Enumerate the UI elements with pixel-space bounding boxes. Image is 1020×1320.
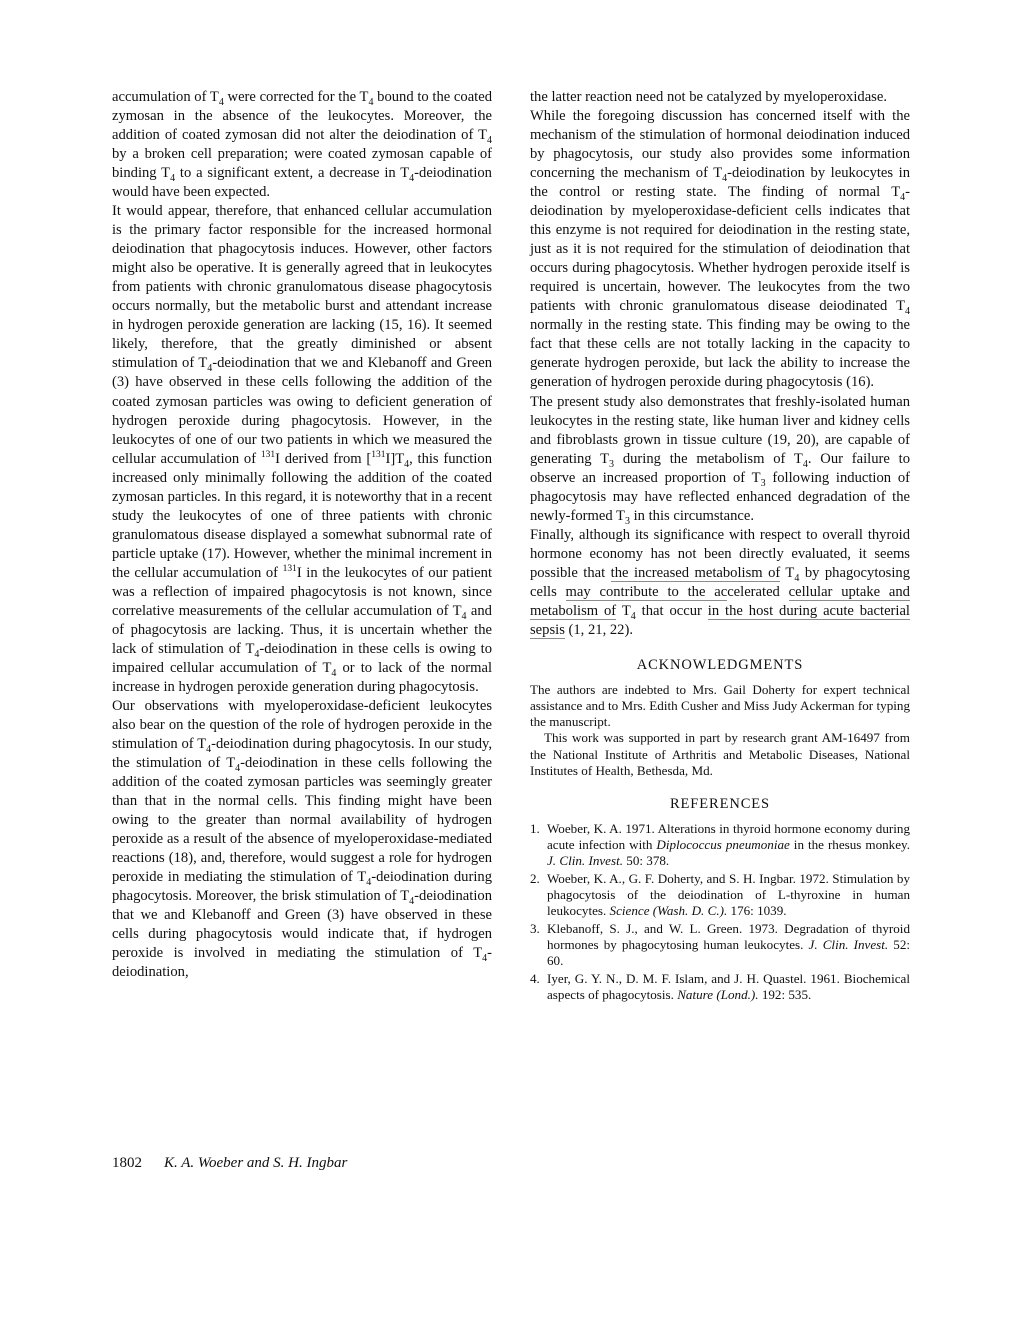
reference-item xyxy=(530,871,910,919)
acknowledgments-heading: ACKNOWLEDGMENTS xyxy=(636,656,804,673)
running-authors: K. A. Woeber and S. H. Ingbar xyxy=(164,1155,348,1171)
reference-number: 2. xyxy=(530,870,540,886)
references-heading: REFERENCES xyxy=(669,795,771,812)
reference-italic-journal: J. Clin. Invest. xyxy=(808,936,889,952)
acknowledgments-paragraph: The authors are indebted to Mrs. Gail Doherty for expert technical assistance and to Mrs. Edith Cusher and Miss Judy Ackerman for typing the manuscript. xyxy=(530,681,910,730)
left-column xyxy=(112,88,492,982)
paragraph: accumulation of $T_4$ were corrected for the $T_4$ bound to the coated zymosan in the absence of the leukocytes. Moreover, the addition of coated zymosan did not alter the deiodination of $T_4$ by a broken cell preparation; were coated zymosan capable of binding $T_4$ to a significant extent, a decrease in $T_4$-deiodination would have been expected. xyxy=(112,89,493,201)
paragraph: While the foregoing discussion has concerned itself with the mechanism of the stimulation of hormonal deiodination induced by phagocytosis, our study also provides some information concerning the mechanism of $T_4$-deiodination by leukocytes in the control or resting state. The finding of normal $T_4$-deiodination by myeloperoxidase-deficient cells indicates that this enzyme is not required for deiodination in the resting state, just as it is not required for the stimulation of deiodination that occurs during phagocytosis. Whether hydrogen peroxide itself is required is uncertain, however. The leukocytes from the two patients with chronic granulomatous disease deiodinated $T_4$ normally in the resting state. This finding may be owing to the fact that these cells are not totally lacking in the capacity to generate hydrogen peroxide, but lack the ability to increase the generation of hydrogen peroxide during phagocytosis (16). xyxy=(530,108,910,391)
reference-text: Iyer, G. Y. N., D. M. F. Islam, and J. H. Quastel. 1961. Biochemical aspects of phagocytosis. xyxy=(547,970,910,1002)
reference-text-mid: in the rhesus monkey. xyxy=(789,837,910,852)
reference-text-after: 176: 1039. xyxy=(730,903,787,919)
reference-text-after: 50: 378. xyxy=(623,853,670,869)
reference-number: 4. xyxy=(530,970,540,986)
paragraph: The present study also demonstrates that freshly-isolated human leukocytes in the resting state, like human liver and kidney cells and fibroblasts grown in tissue culture (19, 20), are capable of generating $T_3$ during the metabolism of $T_4$. Our failure to observe an increased proportion of $T_3$ following induction of phagocytosis may have reflected enhanced degradation of the newly-formed $T_3$ in this circumstance. xyxy=(530,393,910,527)
reference-item xyxy=(530,921,910,969)
paragraph: Finally, although its significance with respect to overall thyroid hormone economy has not been directly evaluated, it seems possible that the increased metabolism of $T_4$ by phagocytosing cells may contribute to the accelerated cellular uptake and metabolism of $T_4$ that occur in the host during acute bacterial sepsis (1, 21, 22). xyxy=(530,526,910,638)
page-number: 1802 xyxy=(112,1155,142,1171)
acknowledgments-body xyxy=(530,682,910,779)
reference-italic-journal: J. Clin. Invest. xyxy=(547,853,623,869)
reference-text: Klebanoff, S. J., and W. L. Green. 1973. Degradation of thyroid hormones by phagocytosing human leukocytes. xyxy=(547,920,910,952)
acknowledgments-paragraph: This work was supported in part by research grant AM-16497 from the National Institute of Arthritis and Metabolic Diseases, National Institutes of Health, Bethesda, Md. xyxy=(530,730,910,778)
reference-number: 3. xyxy=(530,920,540,936)
two-column-layout xyxy=(112,88,911,1005)
right-column xyxy=(530,88,910,1005)
reference-italic-journal: Nature (Lond.). xyxy=(677,986,759,1002)
reference-item xyxy=(530,971,910,1003)
paragraph: It would appear, therefore, that enhanced cellular accumulation is the primary factor responsible for the increased hormonal deiodination that phagocytosis induces. However, other factors might also be operative. It is generally agreed that in leukocytes from patients with chronic granulomatous disease phagocytosis occurs normally, but the metabolic burst and attendant increase in hydrogen peroxide generation are lacking (15, 16). It seemed likely, therefore, that the greatly diminished or absent stimulation of $T_4$-deiodination that we and Klebanoff and Green (3) have observed in these cells following the addition of the coated zymosan particles was owing to deficient generation of hydrogen peroxide during phagocytosis. However, in the leukocytes of one of our two patients in which we measured the cellular accumulation of $^{131}$I derived from $[^{131}I]T_4$, this function increased only minimally following the addition of the coated zymosan particles. In this regard, it is noteworthy that in a recent study the leukocytes of one of three patients with chronic granulomatous disease displayed a somewhat subnormal rate of particle uptake (17). However, whether the minimal increment in the cellular accumulation of $^{131}$I in the leukocytes of our patient was a reflection of impaired phagocytosis is not known, since correlative measurements of the cellular accumulation of $T_4$ and of phagocytosis are lacking. Thus, it is uncertain whether the lack of stimulation of $T_4$-deiodination in these cells is owing to impaired cellular accumulation of $T_4$ or to lack of the normal increase in hydrogen peroxide generation during phagocytosis. xyxy=(112,203,493,695)
reference-text-after: 192: 535. xyxy=(761,986,812,1002)
reference-number: 1. xyxy=(530,820,540,836)
reference-text: Woeber, K. A., G. F. Doherty, and S. H. Ingbar. 1972. Stimulation by phagocytosis of the deiodination of L-thyroxine in human leukocytes. xyxy=(547,870,910,919)
paragraph: Our observations with myeloperoxidase-deficient leukocytes also bear on the question of the role of hydrogen peroxide in the stimulation of $T_4$-deiodination during phagocytosis. In our study, the stimulation of $T_4$-deiodination in these cells following the addition of the coated zymosan particles was seemingly greater than that in the normal cells. This finding might have been owing to the greater than normal availability of hydrogen peroxide as a result of the absence of myeloperoxidase-mediated reactions (18), and, therefore, would suggest a role for hydrogen peroxide in mediating the stimulation of $T_4$-deiodination during phagocytosis. Moreover, the brisk stimulation of $T_4$-deiodination that we and Klebanoff and Green (3) have observed in these cells during phagocytosis would indicate that, if hydrogen peroxide is involved in mediating the stimulation of $T_4$-deiodination, xyxy=(112,698,492,981)
reference-italic-source: Diplococcus pneumoniae xyxy=(656,837,790,852)
reference-item xyxy=(530,821,910,869)
paragraph: the latter reaction need not be catalyzed by myeloperoxidase. xyxy=(530,89,887,105)
reference-text-after: 52: 60. xyxy=(547,936,911,969)
page-footer xyxy=(112,1155,347,1172)
reference-italic-journal: Science (Wash. D. C.). xyxy=(609,903,728,919)
reference-list xyxy=(530,821,910,1003)
reference-text: Woeber, K. A. 1971. Alterations in thyroid hormone economy during acute infection with xyxy=(547,820,910,852)
